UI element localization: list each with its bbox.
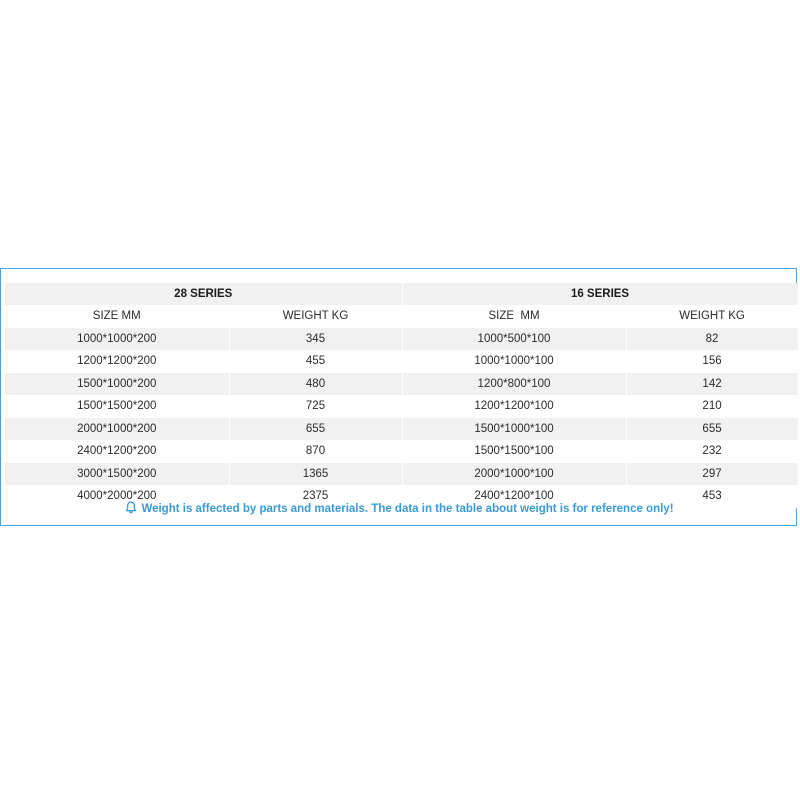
series-28-title: 28 SERIES (5, 283, 402, 305)
reference-note (1, 501, 798, 517)
weight-28-cell: 1365 (229, 463, 402, 486)
table-row (5, 328, 798, 351)
bell-icon (125, 501, 137, 517)
weight-16-cell: 156 (626, 350, 798, 373)
weight-28-cell: 655 (229, 418, 402, 441)
weight-16-cell: 453 (626, 485, 798, 508)
size-16-cell: 2400*1200*100 (402, 485, 626, 508)
weight-28-cell: 870 (229, 440, 402, 463)
reference-note-text: Weight is affected by parts and materials. The data in the table about weight is for reference only! (141, 503, 674, 515)
size-16-cell: 1200*1200*100 (402, 395, 626, 418)
weight-spec-table (5, 283, 799, 508)
size-16-cell: 2000*1000*100 (402, 463, 626, 486)
weight-28-cell: 480 (229, 373, 402, 396)
size-28-cell: 1200*1200*200 (5, 350, 229, 373)
size-28-cell: 1500*1000*200 (5, 373, 229, 396)
weight-28-cell: 725 (229, 395, 402, 418)
size-header-28: SIZE MM (5, 305, 229, 328)
table-row (5, 463, 798, 486)
weight-16-cell: 655 (626, 418, 798, 441)
size-header-16: SIZE MM (402, 305, 626, 328)
size-16-cell: 1000*1000*100 (402, 350, 626, 373)
weight-28-cell: 345 (229, 328, 402, 351)
weight-28-cell: 455 (229, 350, 402, 373)
table-row (5, 373, 798, 396)
table-row (5, 350, 798, 373)
series-title-row (5, 283, 798, 305)
weight-16-cell: 210 (626, 395, 798, 418)
size-28-cell: 1500*1500*200 (5, 395, 229, 418)
weight-header-28: WEIGHT KG (229, 305, 402, 328)
size-28-cell: 2000*1000*200 (5, 418, 229, 441)
weight-16-cell: 232 (626, 440, 798, 463)
size-28-cell: 3000*1500*200 (5, 463, 229, 486)
weight-header-16: WEIGHT KG (626, 305, 798, 328)
size-16-cell: 1500*1000*100 (402, 418, 626, 441)
spec-table-frame (0, 268, 797, 526)
size-16-cell: 1500*1500*100 (402, 440, 626, 463)
table-row (5, 418, 798, 441)
series-16-title: 16 SERIES (402, 283, 798, 305)
size-28-cell: 2400*1200*200 (5, 440, 229, 463)
size-16-cell: 1200*800*100 (402, 373, 626, 396)
size-16-cell: 1000*500*100 (402, 328, 626, 351)
weight-16-cell: 297 (626, 463, 798, 486)
weight-28-cell: 2375 (229, 485, 402, 508)
size-28-cell: 4000*2000*200 (5, 485, 229, 508)
weight-16-cell: 82 (626, 328, 798, 351)
column-header-row (5, 305, 798, 328)
table-row (5, 440, 798, 463)
size-28-cell: 1000*1000*200 (5, 328, 229, 351)
table-row (5, 395, 798, 418)
weight-16-cell: 142 (626, 373, 798, 396)
